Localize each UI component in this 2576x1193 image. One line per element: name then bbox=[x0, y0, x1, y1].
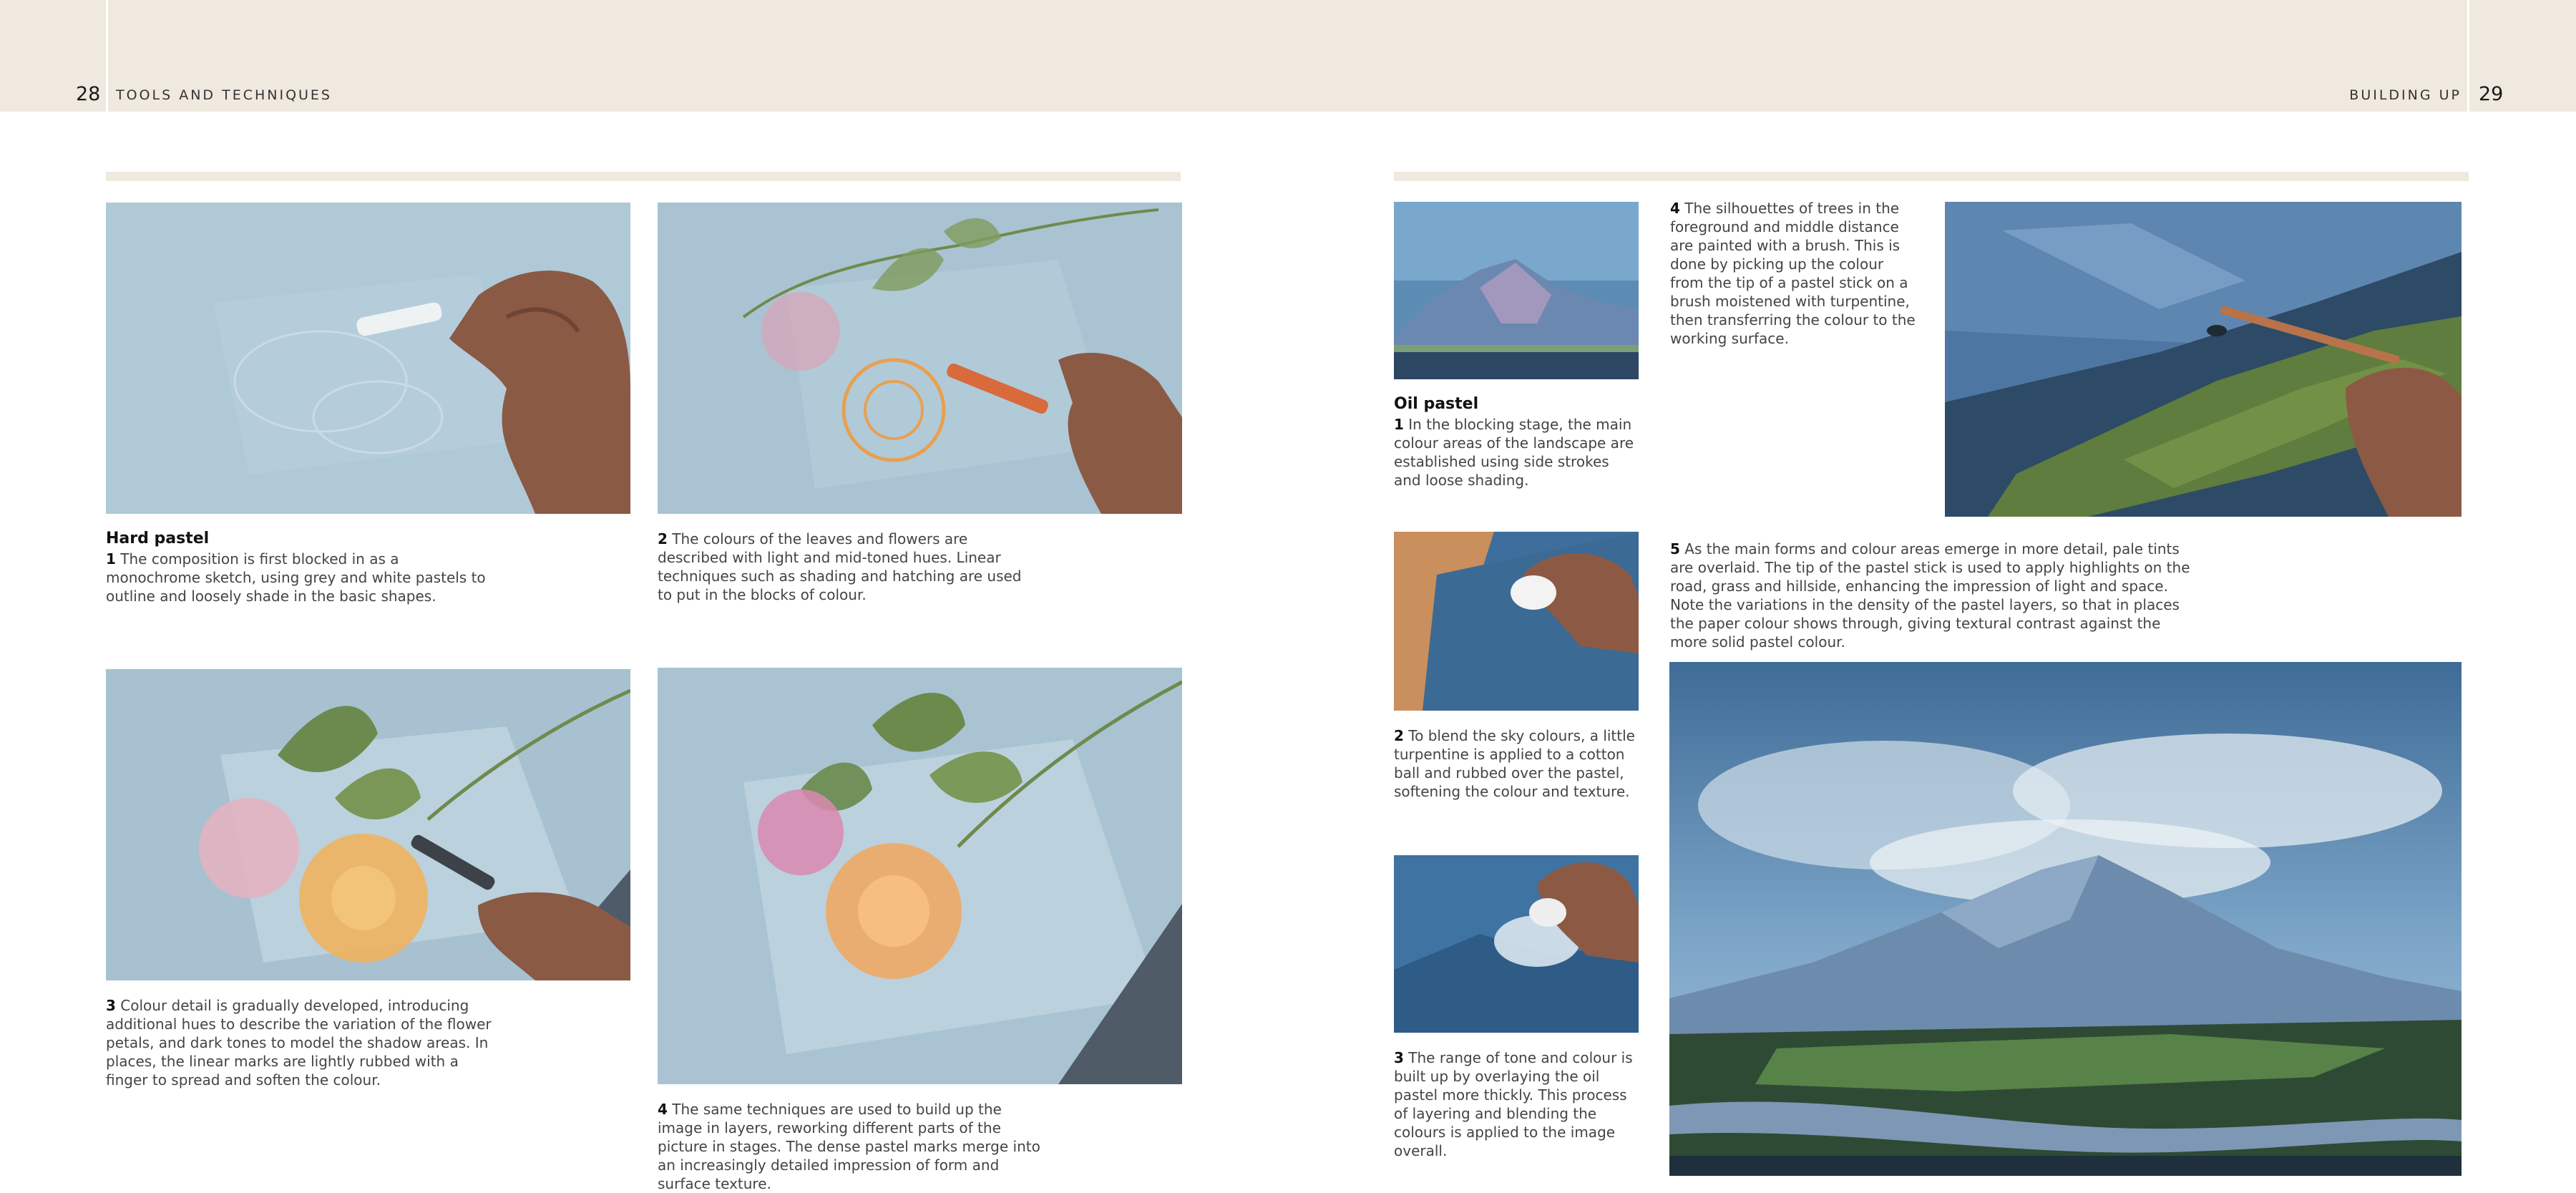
oil-pastel-step3-caption: 3 The range of tone and colour is built up by overlaying the oil pastel more thickly. This process of layering and blending the colours is applied to the image overall. bbox=[1394, 1049, 1633, 1159]
oil-pastel-step4-photo bbox=[1945, 202, 2462, 517]
left-page-rule bbox=[106, 172, 1181, 181]
hard-pastel-heading: Hard pastel bbox=[106, 530, 210, 547]
left-running-title: TOOLS AND TECHNIQUES bbox=[116, 87, 332, 103]
oil-pastel-final-landscape-photo bbox=[1669, 662, 2462, 1176]
left-margin-rule bbox=[106, 0, 108, 112]
right-page-rule bbox=[1394, 172, 2469, 181]
right-margin-rule bbox=[2467, 0, 2469, 112]
hard-pastel-step2-caption: 2 The colours of the leaves and flowers are described with light and mid-toned hues. Linear techniques such as shading and hatching are used to put in the blocks of colour. bbox=[658, 530, 1022, 603]
oil-pastel-step1-photo bbox=[1394, 202, 1639, 379]
right-page-number: 29 bbox=[2479, 83, 2504, 105]
oil-pastel-step4-caption: 4 The silhouettes of trees in the foreground and middle distance are painted with a brush. This is done by picking up the colour from the tip of a pastel stick on a brush moistened with turpentine, then transferring the colour to the working surface. bbox=[1670, 200, 1916, 347]
hard-pastel-step1-photo bbox=[106, 203, 630, 514]
oil-pastel-step3-photo bbox=[1394, 855, 1639, 1033]
hard-pastel-step3-caption: 3 Colour detail is gradually developed, introducing additional hues to describe the variation of the flower petals, and dark tones to model the shadow areas. In places, the linear marks are lightly rubbed with a finger to spread and soften the colour. bbox=[106, 997, 492, 1089]
right-running-title: BUILDING UP bbox=[2349, 87, 2462, 103]
hard-pastel-step3-photo bbox=[106, 669, 630, 980]
hard-pastel-step4-photo bbox=[658, 668, 1182, 1084]
oil-pastel-heading: Oil pastel bbox=[1394, 395, 1479, 413]
oil-pastel-step5-caption: 5 As the main forms and colour areas emerge in more detail, pale tints are overlaid. The tip of the pastel stick is used to apply highlights on the road, grass and hillside, enhancing the impression of light and space. Note the variations in the density of the pastel layers, so that in places the paper colour shows through, giving textural contrast against the more solid pastel colour. bbox=[1670, 540, 2190, 651]
hard-pastel-step2-photo bbox=[658, 203, 1182, 514]
oil-pastel-step2-photo bbox=[1394, 532, 1639, 711]
oil-pastel-step1-caption: Oil pastel 1 In the blocking stage, the main colour areas of the landscape are established using side strokes and loose shading. bbox=[1394, 395, 1639, 490]
hard-pastel-step1-caption: Hard pastel 1 The composition is first blocked in as a monochrome sketch, using grey and white pastels to outline and loosely shade in the basic shapes. bbox=[106, 530, 492, 605]
hard-pastel-step4-caption: 4 The same techniques are used to build up the image in layers, reworking different parts of the picture in stages. The dense pastel marks merge into an increasingly detailed impression of form and surface texture. bbox=[658, 1101, 1040, 1192]
oil-pastel-step2-caption: 2 To blend the sky colours, a little turpentine is applied to a cotton ball and rubbed over the pastel, softening the colour and texture. bbox=[1394, 727, 1635, 800]
left-page-number: 28 bbox=[76, 83, 101, 105]
header-band bbox=[0, 0, 2576, 112]
